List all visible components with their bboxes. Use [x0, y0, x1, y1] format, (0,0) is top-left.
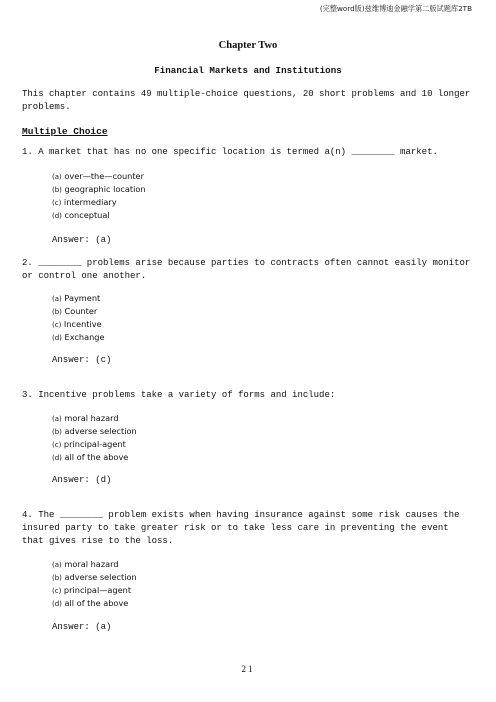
chapter-title: Chapter Two — [218, 40, 278, 51]
option-c: (c) Incentive — [52, 319, 102, 329]
option-d: (d) conceptual — [52, 210, 110, 220]
question-3-answer: Answer: (d) — [52, 475, 112, 485]
intro-paragraph: This chapter contains 49 multiple-choice questions, 20 short problems and 10 longer problems. — [22, 89, 471, 112]
option-a: (a) moral hazard — [52, 413, 119, 423]
option-c: (c) intermediary — [52, 197, 117, 207]
question-1-options — [52, 170, 146, 222]
option-b: (b) geographic location — [52, 184, 146, 194]
option-d: (d) all of the above — [52, 452, 129, 462]
option-b: (b) adverse selection — [52, 572, 137, 582]
question-4-options — [52, 558, 137, 610]
question-2-options — [52, 292, 105, 344]
page-number: 21 — [241, 664, 255, 674]
option-b: (b) adverse selection — [52, 426, 137, 436]
running-header: (完整word版)兹维博迪金融学第二版试题库2TB — [319, 4, 472, 13]
question-2-answer: Answer: (c) — [52, 355, 112, 365]
option-a: (a) over—the—counter — [52, 171, 144, 181]
chapter-subtitle: Financial Markets and Institutions — [154, 65, 342, 76]
question-3: 3. Incentive problems take a variety of forms and include: — [22, 390, 336, 400]
section-heading: Multiple Choice — [22, 126, 108, 137]
option-c: (c) principal—agent — [52, 585, 132, 595]
option-a: (a) moral hazard — [52, 559, 119, 569]
option-d: (d) Exchange — [52, 332, 105, 342]
question-3-options — [52, 412, 137, 464]
question-4: 4. The ________ problem exists when having insurance against some risk causes the insured party to take greater risk or to take less care in preventing the event that gives rise to the loss. — [22, 510, 460, 546]
option-b: (b) Counter — [52, 306, 98, 316]
option-a: (a) Payment — [52, 293, 101, 303]
question-1-answer: Answer: (a) — [52, 235, 112, 245]
question-4-answer: Answer: (a) — [52, 622, 112, 632]
option-d: (d) all of the above — [52, 598, 129, 608]
question-1: 1. A market that has no one specific location is termed a(n) ________ market. — [22, 147, 438, 157]
question-2: 2. ________ problems arise because parties to contracts often cannot easily monitor or control one another. — [22, 258, 471, 281]
option-c: (c) principal-agent — [52, 439, 126, 449]
